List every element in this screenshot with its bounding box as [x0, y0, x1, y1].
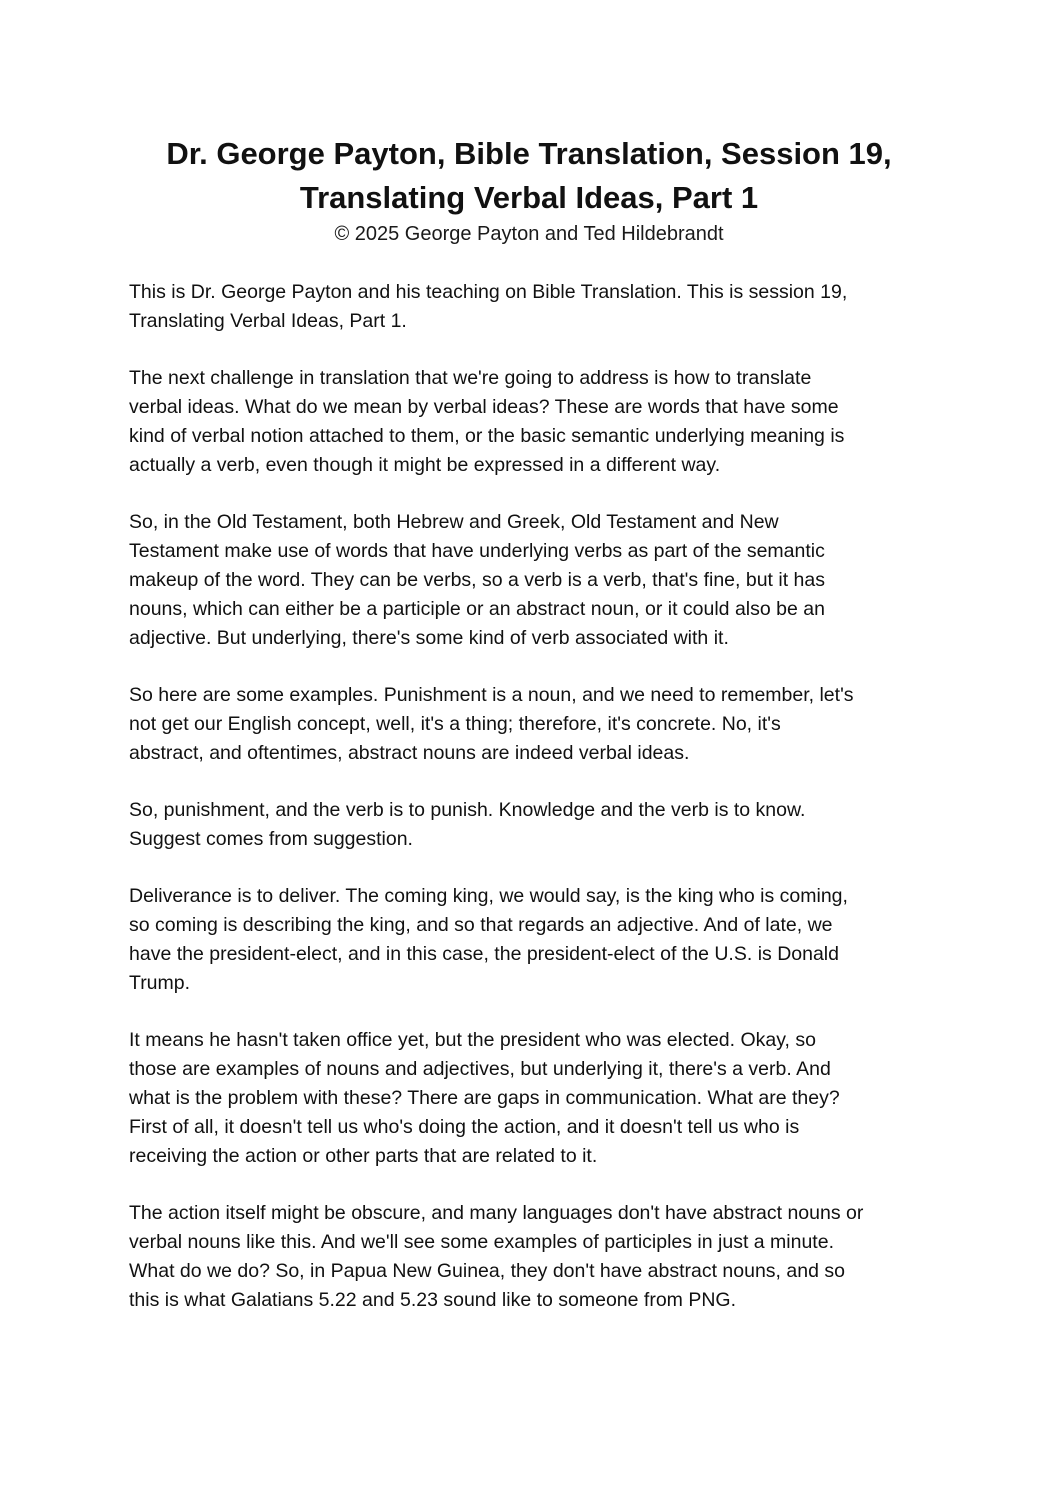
- paragraph-line: The next challenge in translation that we're going to address is how to translate: [129, 367, 812, 389]
- paragraph-line: The action itself might be obscure, and many languages don't have abstract nouns or: [129, 1202, 864, 1224]
- paragraph-line: So, punishment, and the verb is to punish. Knowledge and the verb is to know.: [129, 799, 806, 821]
- paragraph-4: [129, 681, 934, 768]
- body-text: [129, 278, 934, 1343]
- paragraph-line: makeup of the word. They can be verbs, so a verb is a verb, that's fine, but it has: [129, 569, 825, 591]
- paragraph-5: [129, 796, 934, 854]
- paragraph-1: [129, 278, 934, 336]
- paragraph-line: Testament make use of words that have underlying verbs as part of the semantic: [129, 540, 825, 562]
- paragraph-3: [129, 508, 934, 653]
- paragraph-line: verbal nouns like this. And we'll see some examples of participles in just a minute.: [129, 1231, 834, 1253]
- paragraph-line: what is the problem with these? There are gaps in communication. What are they?: [129, 1087, 840, 1109]
- paragraph-line: Translating Verbal Ideas, Part 1.: [129, 310, 407, 332]
- paragraph-line: kind of verbal notion attached to them, or the basic semantic underlying meaning is: [129, 425, 845, 447]
- page-title-line-2: Translating Verbal Ideas, Part 1: [299, 180, 759, 215]
- paragraph-line: so coming is describing the king, and so that regards an adjective. And of late, we: [129, 914, 833, 936]
- paragraph-line: Suggest comes from suggestion.: [129, 828, 413, 850]
- paragraph-line: This is Dr. George Payton and his teaching on Bible Translation. This is session 19,: [129, 281, 848, 303]
- paragraph-line: those are examples of nouns and adjectives, but underlying it, there's a verb. And: [129, 1058, 831, 1080]
- paragraph-line: So here are some examples. Punishment is a noun, and we need to remember, let's: [129, 684, 854, 706]
- paragraph-line: It means he hasn't taken office yet, but the president who was elected. Okay, so: [129, 1029, 816, 1051]
- paragraph-line: What do we do? So, in Papua New Guinea, they don't have abstract nouns, and so: [129, 1260, 845, 1282]
- paragraph-2: [129, 364, 934, 480]
- paragraph-line: Deliverance is to deliver. The coming king, we would say, is the king who is coming,: [129, 885, 848, 907]
- paragraph-line: So, in the Old Testament, both Hebrew and Greek, Old Testament and New: [129, 511, 779, 533]
- paragraph-line: verbal ideas. What do we mean by verbal ideas? These are words that have some: [129, 396, 839, 418]
- paragraph-line: abstract, and oftentimes, abstract nouns are indeed verbal ideas.: [129, 742, 690, 764]
- copyright-line: © 2025 George Payton and Ted Hildebrandt: [334, 223, 724, 245]
- page-title-line-1: Dr. George Payton, Bible Translation, Session 19,: [166, 136, 892, 171]
- paragraph-line: this is what Galatians 5.22 and 5.23 sound like to someone from PNG.: [129, 1289, 736, 1311]
- paragraph-6: [129, 882, 934, 998]
- paragraph-line: adjective. But underlying, there's some kind of verb associated with it.: [129, 627, 729, 649]
- paragraph-line: not get our English concept, well, it's a thing; therefore, it's concrete. No, it's: [129, 713, 781, 735]
- paragraph-line: Trump.: [129, 972, 191, 994]
- paragraph-line: actually a verb, even though it might be expressed in a different way.: [129, 454, 721, 476]
- paragraph-line: have the president-elect, and in this case, the president-elect of the U.S. is Donald: [129, 943, 839, 965]
- paragraph-line: First of all, it doesn't tell us who's doing the action, and it doesn't tell us who is: [129, 1116, 800, 1138]
- title-block: [100, 132, 958, 248]
- paragraph-8: [129, 1199, 934, 1315]
- paragraph-line: nouns, which can either be a participle or an abstract noun, or it could also be an: [129, 598, 825, 620]
- paragraph-7: [129, 1026, 934, 1171]
- paragraph-line: receiving the action or other parts that are related to it.: [129, 1145, 598, 1167]
